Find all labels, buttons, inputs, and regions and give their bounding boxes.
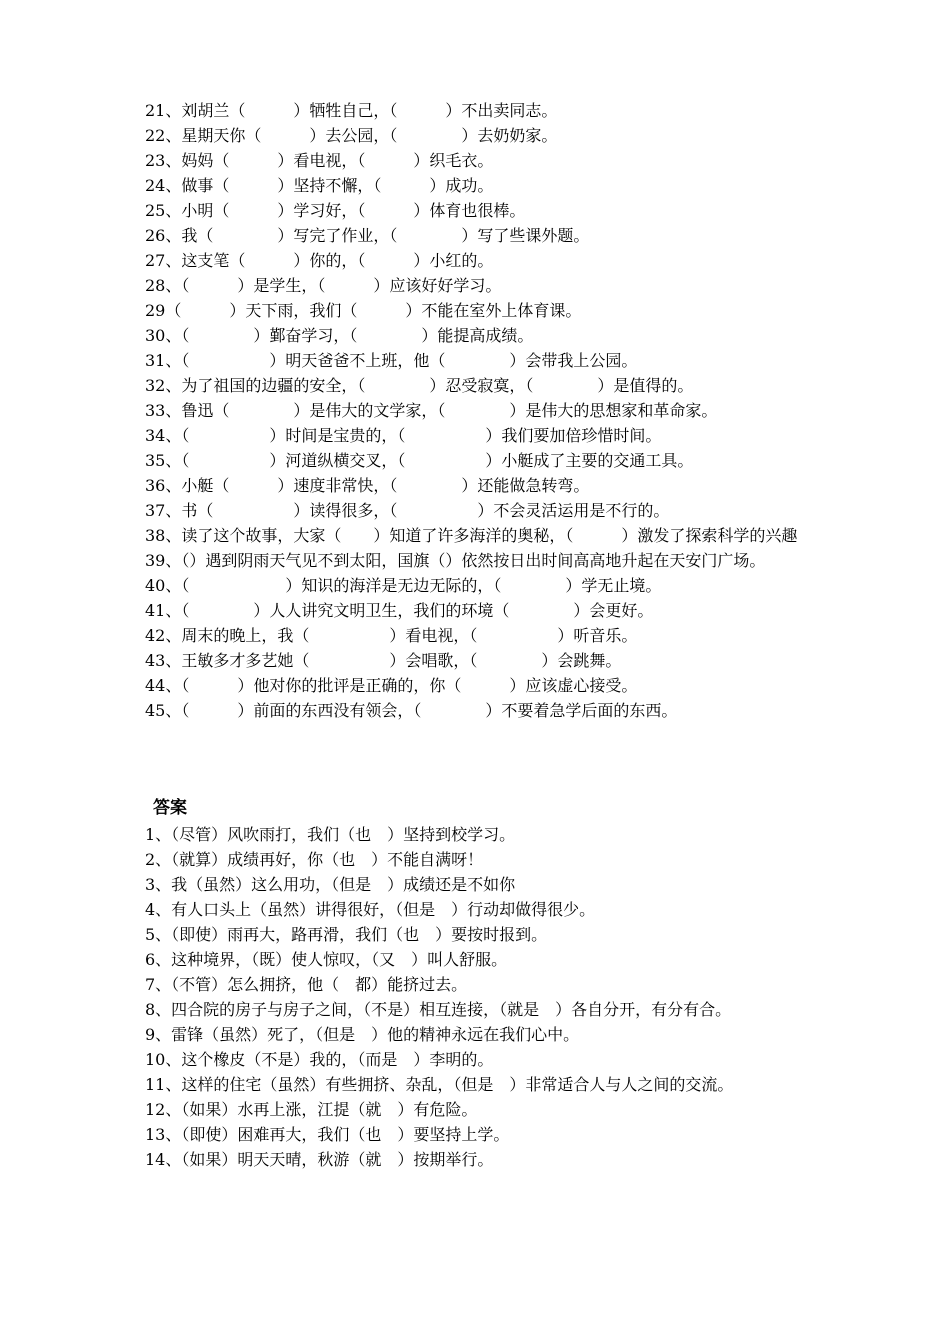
answer-item: 1、（尽管）风吹雨打，我们（也 ）坚持到校学习。 — [145, 825, 516, 844]
answer-item: 9、雷锋（虽然）死了，（但是 ）他的精神永远在我们心中。 — [145, 1025, 580, 1044]
answer-item: 12、（如果）水再上涨，江提（就 ）有危险。 — [145, 1100, 478, 1119]
question-item: 27、这支笔（ ）你的，（ ）小红的。 — [145, 251, 494, 270]
answer-item: 6、这种境界，（既）使人惊叹，（又 ）叫人舒服。 — [145, 950, 508, 969]
question-item: 21、刘胡兰（ ）牺牲自己，（ ）不出卖同志。 — [145, 101, 558, 120]
question-item: 25、小明（ ）学习好，（ ）体育也很棒。 — [145, 201, 526, 220]
question-item: 44、（ ）他对你的批评是正确的，你（ ）应该虚心接受。 — [145, 676, 638, 695]
question-item: 39、（）遇到阴雨天气见不到太阳，国旗（）依然按日出时间高高地升起在天安门广场。 — [145, 551, 766, 570]
answer-item: 10、这个橡皮（不是）我的，（而是 ）李明的。 — [145, 1050, 494, 1069]
answer-list — [145, 822, 825, 1172]
question-item: 24、做事（ ）坚持不懈，（ ）成功。 — [145, 176, 494, 195]
answer-item: 4、有人口头上（虽然）讲得很好，（但是 ）行动却做得很少。 — [145, 900, 596, 919]
question-item: 22、星期天你（ ）去公园，（ ）去奶奶家。 — [145, 126, 558, 145]
question-item: 41、（ ）人人讲究文明卫生，我们的环境（ ）会更好。 — [145, 601, 654, 620]
question-item: 43、王敏多才多艺她（ ）会唱歌，（ ）会跳舞。 — [145, 651, 622, 670]
question-item: 33、鲁迅（ ）是伟大的文学家，（ ）是伟大的思想家和革命家。 — [145, 401, 718, 420]
answer-item: 8、四合院的房子与房子之间，（不是）相互连接，（就是 ）各自分开，有分有合。 — [145, 1000, 732, 1019]
question-item: 38、读了这个故事，大家（ ）知道了许多海洋的奥秘，（ ）激发了探索科学的兴趣 — [145, 526, 798, 545]
question-item: 26、我（ ）写完了作业，（ ）写了些课外题。 — [145, 226, 590, 245]
question-item: 40、（ ）知识的海洋是无边无际的，（ ）学无止境。 — [145, 576, 662, 595]
answer-item: 5、（即使）雨再大，路再滑，我们（也 ）要按时报到。 — [145, 925, 548, 944]
question-item: 37、书（ ）读得很多，（ ）不会灵活运用是不行的。 — [145, 501, 670, 520]
answers-heading: 答案 — [153, 798, 187, 818]
question-item: 31、（ ）明天爸爸不上班，他（ ）会带我上公园。 — [145, 351, 638, 370]
question-item: 23、妈妈（ ）看电视，（ ）织毛衣。 — [145, 151, 494, 170]
question-item: 36、小艇（ ）速度非常快，（ ）还能做急转弯。 — [145, 476, 590, 495]
question-item: 42、周末的晚上，我（ ）看电视，（ ）听音乐。 — [145, 626, 638, 645]
answer-item: 7、（不管）怎么拥挤，他（ 都）能挤过去。 — [145, 975, 468, 994]
answer-item: 14、（如果）明天天晴，秋游（就 ）按期举行。 — [145, 1150, 494, 1169]
question-item: 32、为了祖国的边疆的安全，（ ）忍受寂寞，（ ）是值得的。 — [145, 376, 694, 395]
question-item: 45、（ ）前面的东西没有领会，（ ）不要着急学后面的东西。 — [145, 701, 678, 720]
answer-item: 11、这样的住宅（虽然）有些拥挤、杂乱，（但是 ）非常适合人与人之间的交流。 — [145, 1075, 734, 1094]
question-item: 34、（ ）时间是宝贵的，（ ）我们要加倍珍惜时间。 — [145, 426, 662, 445]
question-item: 35、（ ）河道纵横交叉，（ ）小艇成了主要的交通工具。 — [145, 451, 694, 470]
answer-item: 13、（即使）困难再大，我们（也 ）要坚持上学。 — [145, 1125, 510, 1144]
question-list — [145, 98, 825, 723]
question-item: 30、（ ）鄞奋学习，（ ）能提高成绩。 — [145, 326, 534, 345]
question-item: 28、（ ）是学生，（ ）应该好好学习。 — [145, 276, 502, 295]
answer-item: 2、（就算）成绩再好，你（也 ）不能自满呀！ — [145, 850, 484, 869]
question-item: 29（ ）天下雨，我们（ ）不能在室外上体育课。 — [145, 301, 582, 320]
answer-item: 3、我（虽然）这么用功，（但是 ）成绩还是不如你 — [145, 875, 516, 894]
